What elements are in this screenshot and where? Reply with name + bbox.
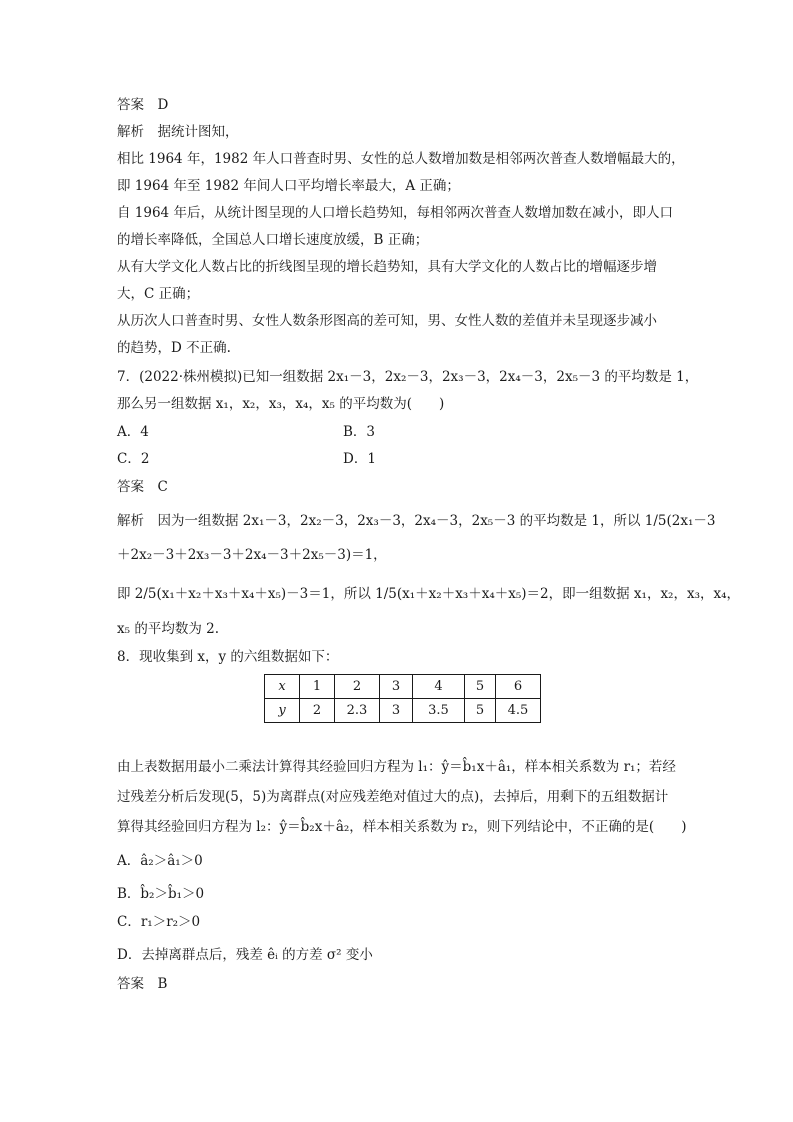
analysis-7-line-3: 即 2/5(x₁＋x₂＋x₃＋x₄＋x₅)－3＝1，所以 1/5(x₁＋x₂＋x₃＋x₄＋x₅)＝2，即一组数据 x₁，x₂，x₃，x₄， — [117, 586, 741, 602]
table-cell: 3 — [380, 699, 413, 723]
table-cell: 1 — [300, 675, 335, 699]
table-row-y — [265, 699, 541, 723]
question-8-line-3: 过残差分析后发现(5，5)为离群点(对应残差绝对值过大的点)，去掉后，用剩下的五组数据计 — [117, 789, 669, 805]
analysis-6-line-6: 大，C 正确； — [117, 286, 200, 302]
table-cell: 2 — [335, 675, 380, 699]
q8-option-b: B．b̂₂＞b̂₁＞0 — [117, 886, 205, 902]
analysis-6-line-4: 的增长率降低，全国总人口增长速度放缓，B 正确； — [117, 232, 429, 248]
question-7-line-1: 7．(2022·株州模拟)已知一组数据 2x₁－3，2x₂－3，2x₃－3，2x₄－3，2x₅－3 的平均数是 1， — [117, 369, 699, 385]
q8-option-d: D．去掉离群点后，残差 êᵢ 的方差 σ² 变小 — [117, 947, 373, 963]
q7-option-d: D．1 — [343, 451, 376, 467]
answer-8: 答案 B — [117, 976, 168, 992]
q8-option-a: A．â₂＞â₁＞0 — [117, 853, 203, 869]
analysis-7-line-4: x₅ 的平均数为 2. — [117, 621, 219, 637]
table-cell: 2.3 — [335, 699, 380, 723]
analysis-6-line-8: 的趋势，D 不正确. — [117, 340, 231, 356]
q7-option-b: B．3 — [343, 424, 376, 440]
q8-option-c: C．r₁＞r₂＞0 — [117, 914, 201, 930]
analysis-6-line-2: 即 1964 年至 1982 年间人口平均增长率最大，A 正确； — [117, 178, 460, 194]
analysis-6-line-7: 从历次人口普查时男、女性人数条形图高的差可知，男、女性人数的差值并未呈现逐步减小 — [117, 313, 657, 329]
question-8-line-1: 8．现收集到 x，y 的六组数据如下： — [117, 649, 339, 665]
table-cell: 4 — [413, 675, 465, 699]
analysis-6-heading: 解析 据统计图知， — [117, 124, 239, 140]
analysis-7-line-1: 解析 因为一组数据 2x₁－3，2x₂－3，2x₃－3，2x₄－3，2x₅－3 的平均数是 1，所以 1/5(2x₁－3 — [117, 513, 716, 529]
table-cell: 4.5 — [496, 699, 541, 723]
table-cell: 2 — [300, 699, 335, 723]
table-row-x — [265, 675, 541, 699]
analysis-6-line-5: 从有大学文化人数占比的折线图呈现的增长趋势知，具有大学文化的人数占比的增幅逐步增 — [117, 259, 657, 275]
analysis-6-line-1: 相比 1964 年，1982 年人口普查时男、女性的总人数增加数是相邻两次普查人数增幅最大的， — [117, 151, 685, 167]
analysis-6-line-3: 自 1964 年后，从统计图呈现的人口增长趋势知，每相邻两次普查人数增加数在减小，即人口 — [117, 205, 673, 221]
table-header-y: y — [265, 699, 300, 723]
q7-option-a: A．4 — [117, 424, 149, 440]
analysis-7-line-2: ＋2x₂－3＋2x₃－3＋2x₄－3＋2x₅－3)＝1， — [117, 547, 387, 563]
table-cell: 3 — [380, 675, 413, 699]
answer-6: 答案 D — [117, 97, 169, 113]
question-7-line-2: 那么另一组数据 x₁，x₂，x₃，x₄，x₅ 的平均数为( ) — [117, 396, 445, 412]
question-8-line-4: 算得其经验回归方程为 l₂：ŷ＝b̂₂x＋â₂，样本相关系数为 r₂，则下列结论中，不正确的是( ) — [117, 819, 687, 835]
question-8-line-2: 由上表数据用最小二乘法计算得其经验回归方程为 l₁：ŷ＝b̂₁x＋â₁，样本相关系数为 r₁；若经 — [117, 759, 676, 775]
answer-7: 答案 C — [117, 479, 168, 495]
data-table — [264, 674, 541, 723]
table-cell: 3.5 — [413, 699, 465, 723]
table-header-x: x — [265, 675, 300, 699]
table-cell: 5 — [465, 699, 496, 723]
q7-option-c: C．2 — [117, 451, 150, 467]
table-cell: 5 — [465, 675, 496, 699]
table-cell: 6 — [496, 675, 541, 699]
